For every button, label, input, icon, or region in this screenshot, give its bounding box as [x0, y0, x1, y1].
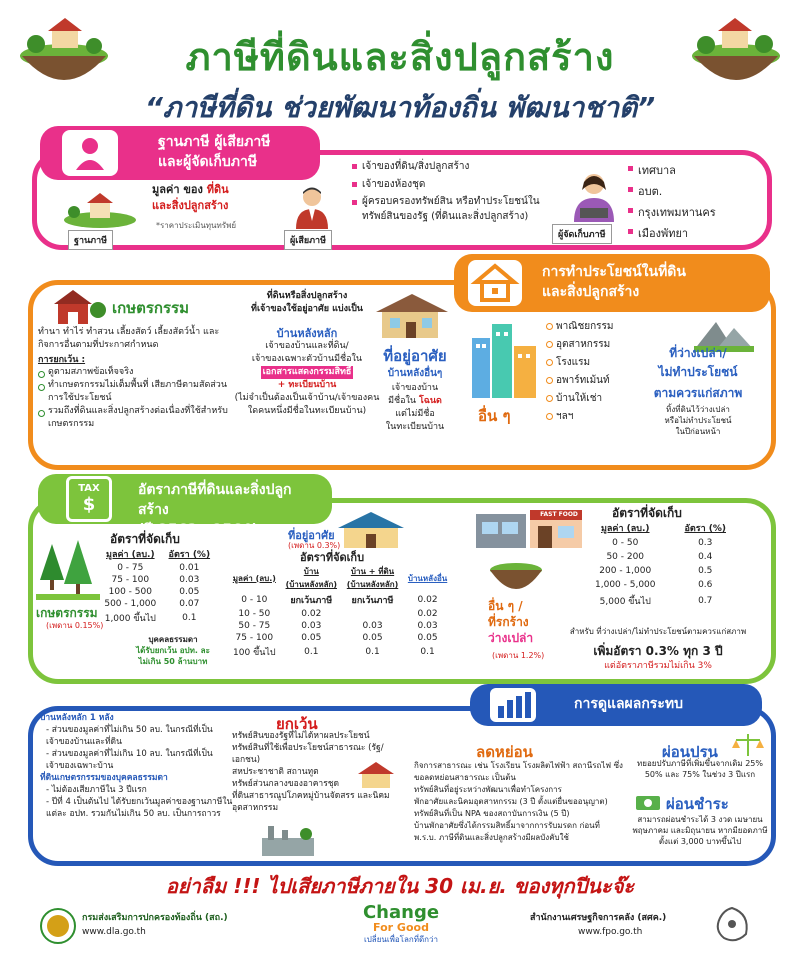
others-col-head: อัตรา (%)	[684, 524, 726, 534]
res-cell: 0.02	[417, 595, 438, 605]
exemption-title: ยกเว้น	[276, 715, 318, 733]
table-row	[580, 550, 740, 564]
agri-cell: 0.01	[179, 563, 200, 573]
vacant-title: ที่ว่างเปล่า/ ไม่ทำประโยชน์	[658, 346, 738, 379]
res-cell: 0.03	[362, 621, 383, 631]
agri-exemption-item: ดูตามสภาพข้อเท็จจริง	[38, 366, 238, 379]
others-title: อื่น ๆ	[478, 407, 511, 425]
others-cell: 0.4	[698, 552, 713, 562]
main-house-title: บ้านหลังหลัก	[276, 327, 338, 340]
res-cell: ยกเว้นภาษี	[351, 596, 394, 606]
res-rate-label: ที่อยู่อาศัย	[288, 529, 335, 542]
agri-cell: 0.07	[179, 599, 200, 609]
collector-tag: ผู้จัดเก็บภาษี	[552, 224, 612, 244]
res-col-head: บ้าน + ที่ดิน (บ้านหลังหลัก)	[346, 567, 399, 589]
other-desc-deed: โฉนด	[418, 396, 442, 406]
agri-note	[118, 634, 228, 667]
page-title: ภาษีที่ดินและสิ่งปลูกสร้าง	[185, 35, 615, 79]
others-rate-label	[488, 598, 533, 646]
agri-cell: 0.05	[179, 587, 200, 597]
tax-base-text	[152, 182, 229, 214]
others-cell: 0.5	[698, 566, 713, 576]
agri-note-line: ไม่เกิน 50 ล้านบาท	[138, 657, 208, 666]
others-cell: 1,000 - 5,000	[595, 580, 656, 590]
others-item: พาณิชยกรรม	[546, 318, 656, 336]
res-rate-table	[228, 564, 452, 660]
money-icon	[634, 790, 664, 814]
collector-item: อบต.	[628, 181, 758, 202]
agri-note-line: บุคคลธรรมดา	[148, 635, 198, 644]
impact-left-item: - ส่วนของมูลค่าที่ไม่เกิน 50 ลบ. ในกรณีที่เป็นเจ้าของบ้านและที่ดิน	[46, 725, 213, 747]
res-cell: 75 - 100	[235, 633, 274, 643]
collector-item: เมืองพัทยา	[628, 223, 758, 244]
others-increase: เพิ่มอัตรา 0.3% ทุก 3 ปี	[593, 644, 723, 658]
res-col-head: บ้าน (บ้านหลังหลัก)	[285, 567, 338, 589]
scale-icon	[732, 732, 764, 758]
trees-icon	[36, 540, 100, 600]
res-cell: 0.02	[417, 609, 438, 619]
tax-rate-header-line1: อัตราภาษีที่ดินและสิ่งปลูกสร้าง	[138, 482, 292, 518]
agri-rate-label: เกษตรกรรม	[36, 606, 98, 620]
res-cell: 0.03	[301, 621, 322, 631]
table-row	[228, 608, 452, 620]
taxpayer-item: ผู้ครอบครองทรัพย์สิน หรือทำประโยชน์ในทรัพย์สินของรัฐ (ที่ดินและสิ่งปลูกสร้าง)	[352, 194, 552, 224]
res-cell: 0.1	[304, 647, 319, 657]
base-text-land: ที่ดิน	[206, 183, 229, 196]
vacant-subtitle: ตามควรแก่สภาพ	[653, 386, 743, 400]
res-cell: 0.1	[365, 647, 380, 657]
exemption-item: สหประชาชาติ สถานทูต	[232, 767, 319, 777]
others-cell: 200 - 1,000	[599, 566, 652, 576]
fpo-url: www.fpo.go.th	[578, 927, 643, 937]
impact-header: การดูแลผลกระทบ	[470, 684, 762, 726]
factory-icon	[258, 824, 318, 858]
agri-cell: 1,000 ขึ้นไป	[104, 614, 156, 624]
table-row	[98, 610, 216, 626]
taxpayer-item: เจ้าของที่ดิน/สิ่งปลูกสร้าง	[352, 158, 552, 176]
res-cell: 0.05	[301, 633, 322, 643]
others-cap: แต่อัตราภาษีรวมไม่เกิน 3%	[604, 661, 712, 671]
base-text-buildings: และสิ่งปลูกสร้าง	[152, 199, 229, 212]
agri-cell: 100 - 500	[108, 587, 152, 597]
res-max: (เพดาน 0.3%)	[288, 541, 341, 550]
taxpayer-item: เจ้าของห้องชุด	[352, 176, 552, 194]
table-row	[580, 564, 740, 578]
res-cell: 0.03	[417, 621, 438, 631]
city-buildings-icon	[468, 318, 540, 400]
res-cell: 10 - 50	[238, 609, 271, 619]
others-item: โรงแรม	[546, 354, 656, 372]
others-note: สำหรับ ที่ว่างเปล่า/ไม่ทำประโยชน์ตามควรแก่สภาพ	[569, 627, 747, 636]
res-cell	[342, 608, 403, 620]
page-subtitle: “ภาษีที่ดิน ช่วยพัฒนาท้องถิ่น พัฒนาชาติ”	[144, 91, 656, 124]
res-house-icon	[336, 510, 406, 550]
cfg-tagline: เปลี่ยนเพื่อโลกที่ดีกว่า	[363, 935, 439, 944]
main-desc-register: + ทะเบียนบ้าน	[277, 380, 337, 390]
agri-exemption-item: รวมถึงที่ดินและสิ่งปลูกสร้างต่อเนื่องที่ใช้สำหรับเกษตรกรรม	[38, 405, 238, 431]
agri-cell: 500 - 1,000	[104, 599, 157, 609]
base-text-a: มูลค่า ของ	[152, 183, 207, 196]
tax-rate-header-line2: (ปี 2563 - 2564)	[138, 522, 259, 538]
table-row	[228, 592, 452, 608]
table-row	[98, 598, 216, 610]
res-col-head: มูลค่า (ลบ.)	[232, 573, 276, 583]
land-building-icon	[60, 190, 140, 230]
reduction-item: ทรัพย์สินที่เป็น NPA ของสถาบันการเงิน (5 ปี)	[414, 809, 570, 818]
collector-icon	[566, 170, 622, 222]
others-col-head: มูลค่า (ลบ.)	[600, 524, 650, 534]
others-max: (เพดาน 1.2%)	[492, 651, 545, 660]
tax-base-header: ฐานภาษี ผู้เสียภาษี และผู้จัดเก็บภาษี	[40, 126, 320, 180]
businessman-icon	[292, 185, 332, 229]
fpo-logo-icon	[706, 904, 758, 946]
agri-max: (เพดาน 0.15%)	[46, 621, 104, 630]
relaxation-desc: ทยอยปรับภาษีที่เพิ่มขึ้นจากเดิม 25% 50% และ 75% ในช่วง 3 ปีแรก	[637, 759, 763, 779]
res-cell: 0 - 10	[241, 595, 268, 605]
change-for-good-logo	[336, 904, 466, 945]
fpo-name: สำนักงานเศรษฐกิจการคลัง (สศค.)	[530, 913, 667, 923]
others-cell: 0.7	[698, 596, 713, 606]
tax-base-tag: ฐานภาษี	[68, 230, 113, 250]
footer-logos	[30, 900, 770, 950]
exemption-item: ทรัพย์สินที่ใช้เพื่อประโยชน์สาธารณะ (รัฐ/เอกชน)	[232, 743, 384, 765]
reduction-item: พักอาศัยและนิคมอุตสาหกรรม (3 ปี ตั้งแต่ยื่นขออนุญาต)	[414, 797, 608, 806]
main-house-desc	[232, 340, 382, 418]
impact-left-item: - ส่วนของมูลค่าที่ไม่เกิน 10 ลบ. ในกรณีที่เป็นเจ้าของเฉพาะบ้าน	[46, 749, 213, 771]
footer-reminder: อย่าลืม !!! ไปเสียภาษีภายใน 30 เม.ย. ของทุกปีนะจ๊ะ	[165, 874, 635, 898]
agri-col-head: อัตรา (%)	[168, 550, 211, 560]
shop-sign: FAST FOOD	[540, 511, 578, 518]
others-cell: 0.3	[698, 538, 713, 548]
res-cell: 0.05	[362, 633, 383, 643]
reduction-item: บ้านพักอาศัยซึ่งได้กรรมสิทธิ์มาจากการรับมรดก ก่อนที่ พ.ร.บ. ภาษีที่ดินและสิ่งปลูกสร้างมีผลบังคับใช้	[414, 821, 600, 842]
res-cell: 50 - 75	[238, 621, 271, 631]
exemption-item: ทรัพย์สินของรัฐที่ไม่ได้หาผลประโยชน์	[232, 731, 370, 741]
dla-name: กรมส่งเสริมการปกครองท้องถิ่น (สถ.)	[82, 913, 228, 923]
table-row	[98, 574, 216, 586]
reduction-title: ลดหย่อน	[476, 743, 533, 761]
reduction-item: กิจการสาธารณะ เช่น โรงเรียน โรงผลิตไฟฟ้า สถานีรถไฟ ซึ่งขอลดหย่อนสาธารณะ เป็นต้น	[414, 761, 623, 782]
cfg-sub: For Good	[373, 921, 429, 934]
agri-note-line: ได้รับยกเว้น อปท. ละ	[136, 646, 210, 655]
installment-title: ผ่อนชำระ	[666, 795, 729, 813]
agri-cell: 75 - 100	[111, 575, 150, 585]
others-rate-table	[580, 520, 740, 610]
table-row	[580, 536, 740, 550]
agri-cell: 0.03	[179, 575, 200, 585]
agri-desc: ทำนา ทำไร่ ทำสวน เลี้ยงสัตว์ เลี้ยงสัตว์น้ำ และกิจการอื่นตามที่ประกาศกำหนด	[38, 327, 220, 350]
others-item: ฯลฯ	[546, 408, 656, 426]
main-desc-highlight: เอกสารแสดงกรรมสิทธิ์	[262, 367, 352, 377]
others-label-line: ที่รกร้าง	[488, 615, 529, 629]
others-item: บ้านให้เช่า	[546, 390, 656, 408]
main-desc-note: (ไม่จำเป็นต้องเป็นเจ้าบ้าน/เจ้าของคนใดคนหนึ่งมีชื่อในทะเบียนบ้าน)	[234, 393, 380, 416]
res-cell: 0.02	[301, 609, 322, 619]
person-icon	[62, 130, 118, 176]
dla-logo-icon	[40, 908, 76, 944]
taxpayer-tag: ผู้เสียภาษี	[284, 230, 332, 250]
agri-cell: 0 - 75	[117, 563, 144, 573]
other-house-title: บ้านหลังอื่นๆ	[387, 368, 443, 379]
others-label-line: ว่างเปล่า	[488, 631, 534, 645]
impact-left-item: บ้านหลังหลัก 1 หลัง	[40, 713, 114, 723]
impact-left-list	[40, 712, 240, 820]
shop-icon	[474, 500, 584, 550]
others-rate-title: อัตราที่จัดเก็บ	[612, 506, 682, 520]
small-house-icon	[356, 760, 396, 790]
installment-desc: สามารถผ่อนชำระได้ 3 งวด เมษายน พฤษภาคม และมิถุนายน หากมียอดภาษีตั้งแต่ 3,000 บาทขึ้นไป	[632, 815, 768, 846]
others-item: อพาร์ทเม้นท์	[546, 372, 656, 390]
table-row	[580, 592, 740, 610]
residential-intro: ที่ดินหรือสิ่งปลูกสร้าง ที่เจ้าของใช้อยู่อาศัย แบ่งเป็น	[251, 291, 363, 314]
res-rate-title: อัตราที่จัดเก็บ	[300, 551, 365, 564]
land-use-header: การทำประโยชน์ในที่ดิน และสิ่งปลูกสร้าง	[454, 254, 770, 312]
agri-exemption-item: ทำเกษตรกรรมไม่เต็มพื้นที่ เสียภาษีตามสัดส่วนการใช้ประโยชน์	[38, 379, 238, 405]
others-cell: 0.6	[698, 580, 713, 590]
dla-url: www.dla.go.th	[82, 927, 146, 937]
main-desc-line: เจ้าของบ้านและที่ดิน/	[265, 341, 349, 351]
agri-col-head: มูลค่า (ลบ.)	[106, 550, 155, 560]
tax-document-icon: TAX $	[66, 476, 112, 522]
others-item: อุตสาหกรรม	[546, 336, 656, 354]
others-cell: 0 - 50	[612, 538, 639, 548]
main-desc-line: เจ้าของเฉพาะตัวบ้านมีชื่อใน	[251, 354, 363, 364]
bar-chart-icon	[490, 688, 536, 722]
agri-exemption-label: การยกเว้น :	[38, 355, 86, 365]
reduction-item: ทรัพย์สินที่อยู่ระหว่างพัฒนาเพื่อทำโครงการ	[414, 785, 562, 794]
cfg-word: Change	[362, 902, 440, 923]
res-cell: 0.1	[420, 647, 435, 657]
residential-title: ที่อยู่อาศัย	[383, 347, 447, 365]
impact-left-item: - ปีที่ 4 เป็นต้นไป ได้รับยกเว้นมูลค่าของฐานภาษีในแต่ละ อปท. รวมกันไม่เกิน 50 ลบ. เป็นการถาวร	[46, 797, 233, 819]
table-row	[98, 586, 216, 598]
others-label-line: อื่น ๆ /	[488, 599, 523, 613]
res-cell: 0.05	[417, 633, 438, 643]
vacant-desc: ทิ้งที่ดินไว้ว่างเปล่า หรือไม่ทำประโยชน์ ในปีก่อนหน้า	[664, 405, 732, 436]
agri-rate-title: อัตราที่จัดเก็บ	[110, 532, 180, 546]
barn-icon	[52, 286, 106, 326]
house-icon	[468, 260, 522, 306]
table-row	[228, 620, 452, 632]
agri-cell: 0.1	[182, 613, 197, 623]
vacant-island-icon	[486, 556, 546, 596]
impact-left-item: ที่ดินเกษตรกรรมของบุคคลธรรมดา	[40, 773, 168, 783]
collector-list	[628, 160, 758, 244]
collector-item: กรุงเทพมหานคร	[628, 202, 758, 223]
table-row	[580, 578, 740, 592]
tax-icon-label: TAX	[78, 483, 100, 494]
table-row	[228, 644, 452, 660]
collector-item: เทศบาล	[628, 160, 758, 181]
reduction-list	[414, 760, 624, 844]
res-cell: ยกเว้นภาษี	[290, 596, 333, 606]
other-house-desc	[370, 382, 460, 434]
exemption-item: ทรัพย์ส่วนกลางของอาคารชุด	[232, 779, 340, 789]
res-cell: 100 ขึ้นไป	[233, 648, 276, 658]
taxpayer-list	[352, 158, 552, 224]
base-note: *ราคาประเมินทุนทรัพย์	[156, 221, 237, 230]
res-col-head: บ้านหลังอื่น	[407, 573, 448, 583]
exemption-item: ที่ดินสาธารณูปโภคหมู่บ้านจัดสรร และนิคมอุตสาหกรรม	[232, 791, 390, 813]
impact-left-item: - ไม่ต้องเสียภาษีใน 3 ปีแรก	[46, 785, 147, 795]
agri-title: เกษตรกรรม	[112, 299, 189, 317]
others-cell: 5,000 ขึ้นไป	[599, 597, 651, 607]
agri-exemption-list	[38, 366, 238, 431]
agri-rate-table	[98, 546, 216, 626]
residential-house-icon	[374, 292, 450, 340]
others-cell: 50 - 200	[606, 552, 645, 562]
relaxation-title: ผ่อนปรน	[662, 743, 718, 761]
other-desc-c: แต่ไม่มีชื่อ ในทะเบียนบ้าน	[385, 409, 445, 432]
table-row	[98, 562, 216, 574]
other-desc-a: เจ้าของบ้าน มีชื่อใน	[388, 383, 439, 406]
table-row	[228, 632, 452, 644]
